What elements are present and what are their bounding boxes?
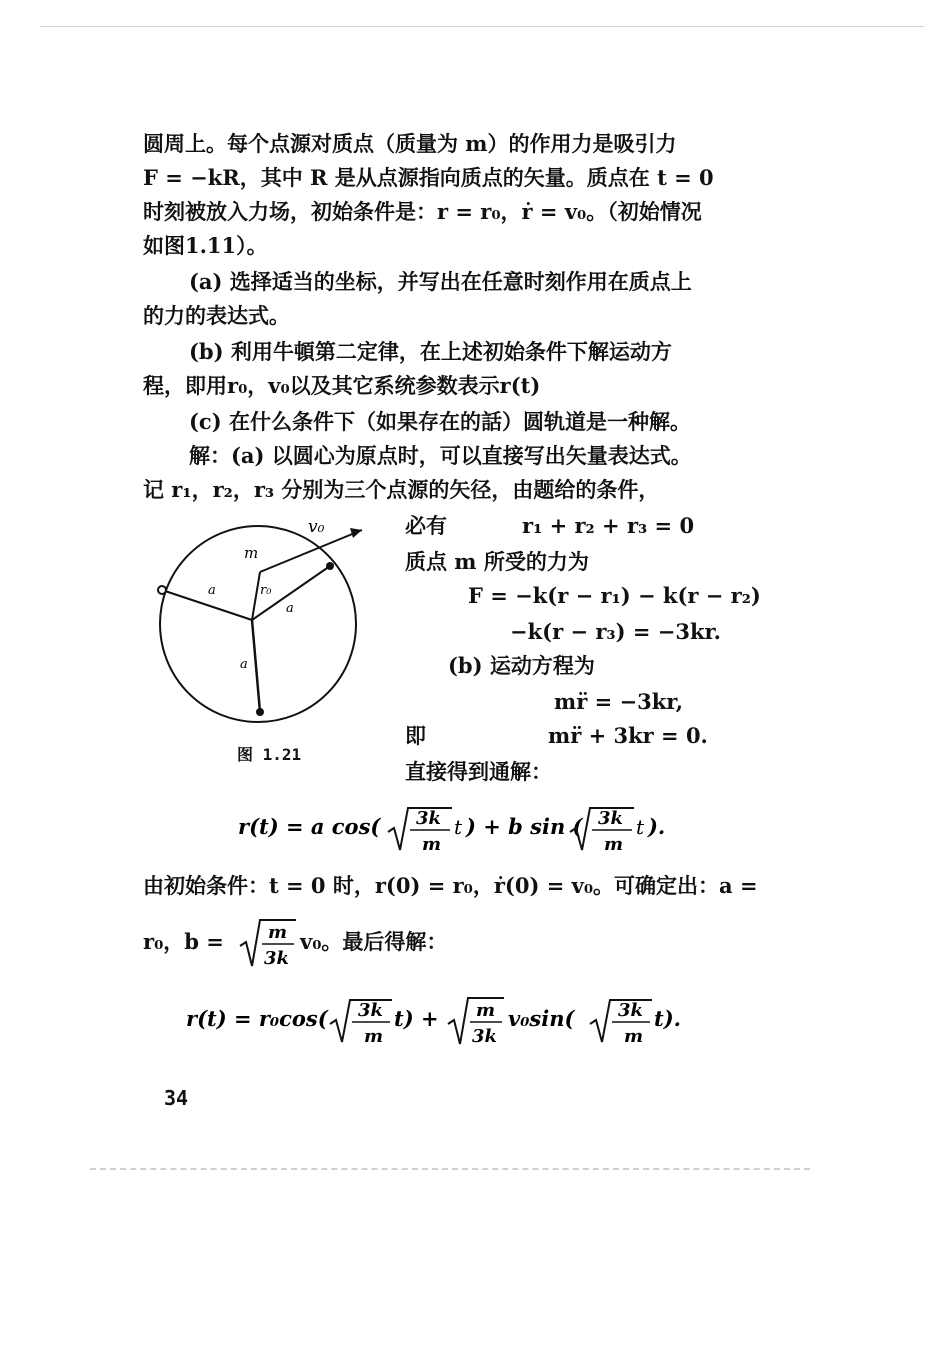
text-line: 记 r₁，r₂，r₃ 分别为三个点源的矢径，由题给的条件， xyxy=(143,477,660,502)
text-line: (c) 在什么条件下（如果存在的話）圆轨道是一种解。 xyxy=(189,409,691,434)
frac-num: 3k xyxy=(358,1000,383,1021)
eq-part: r(t) = r₀cos( xyxy=(186,1006,328,1031)
top-rule xyxy=(40,26,924,27)
equation-motion-1: mr̈ = −3kr, xyxy=(554,689,684,714)
eq-part: r(t) = a cos( xyxy=(238,814,381,839)
figure-circle-diagram xyxy=(140,512,380,732)
equation-general-solution xyxy=(238,798,708,860)
eq-part: ). xyxy=(648,814,666,839)
source-point xyxy=(326,562,334,570)
frac-num: 3k xyxy=(598,808,623,829)
coeff-a: r₀，b = xyxy=(143,929,224,954)
eq-part: t) + xyxy=(394,1006,439,1031)
must-label: 必有 xyxy=(405,513,447,538)
text-line: (b) 利用牛頓第二定律，在上述初始条件下解运动方 xyxy=(189,339,672,364)
coeff-tail: v₀。最后得解： xyxy=(300,929,448,954)
text-line: 时刻被放入力场，初始条件是：r = r₀，ṙ = v₀。（初始情况 xyxy=(143,199,702,224)
text-line: 由初始条件：t = 0 时，r(0) = r₀，ṙ(0) = v₀。可确定出：a = xyxy=(143,873,758,898)
label-a: a xyxy=(240,657,248,672)
frac-num: 3k xyxy=(416,808,441,829)
frac-den: 3k xyxy=(472,1026,497,1047)
label-v0: v₀ xyxy=(308,517,325,537)
equation-force-1: F = −k(r − r₁) − k(r − r₂) xyxy=(468,583,761,608)
ji-label: 即 xyxy=(405,723,426,748)
frac-den: m xyxy=(604,834,624,855)
frac-den: 3k xyxy=(264,948,289,969)
equation-sum: r₁ + r₂ + r₃ = 0 xyxy=(522,513,695,538)
text-line: 质点 m 所受的力为 xyxy=(405,549,589,574)
eq-part: ) + b sin ( xyxy=(466,814,583,839)
equation-force-2: −k(r − r₃) = −3kr. xyxy=(510,619,721,644)
eq-part: v₀sin( xyxy=(508,1006,575,1031)
text-line: 程，即用r₀，v₀以及其它系统参数表示r(t) xyxy=(143,373,541,398)
frac-num: 3k xyxy=(618,1000,643,1021)
frac-num: m xyxy=(268,922,288,943)
text-line: 的力的表达式。 xyxy=(143,303,290,328)
text-line: (b) 运动方程为 xyxy=(448,653,595,678)
frac-den: m xyxy=(422,834,442,855)
radius-1 xyxy=(162,590,252,620)
label-m: m xyxy=(244,544,259,562)
label-r0: r₀ xyxy=(260,583,272,598)
source-point xyxy=(256,708,264,716)
source-point xyxy=(158,586,166,594)
solution-line: 解：(a) 以圆心为原点时，可以直接写出矢量表达式。 xyxy=(189,443,692,468)
text-line: F = −kR，其中 R 是从点源指向质点的矢量。质点在 t = 0 xyxy=(143,165,714,190)
frac-num: m xyxy=(476,1000,496,1021)
text-line: 圆周上。每个点源对质点（质量为 m）的作用力是吸引力 xyxy=(143,131,677,156)
equation-motion-2: mr̈ + 3kr = 0. xyxy=(548,723,708,748)
text-line: 直接得到通解： xyxy=(405,759,552,784)
text-line: 如图1.11）。 xyxy=(143,233,268,258)
coeff-b-root xyxy=(238,912,298,974)
text-line: (a) 选择适当的坐标，并写出在任意时刻作用在质点上 xyxy=(189,269,692,294)
label-a: a xyxy=(286,601,294,616)
page-number: 34 xyxy=(164,1086,189,1110)
frac-den: m xyxy=(624,1026,644,1047)
frac-den: m xyxy=(364,1026,384,1047)
eq-part: t). xyxy=(654,1006,681,1031)
arrow-head-icon xyxy=(350,528,362,538)
eq-part: t xyxy=(454,815,463,839)
figure-caption: 图 1.21 xyxy=(237,745,302,764)
label-a: a xyxy=(208,583,216,598)
equation-final-solution xyxy=(186,990,716,1052)
eq-part: t xyxy=(636,815,645,839)
radius-3 xyxy=(252,620,260,712)
r0-vector xyxy=(252,572,260,620)
bottom-rule xyxy=(90,1168,810,1170)
